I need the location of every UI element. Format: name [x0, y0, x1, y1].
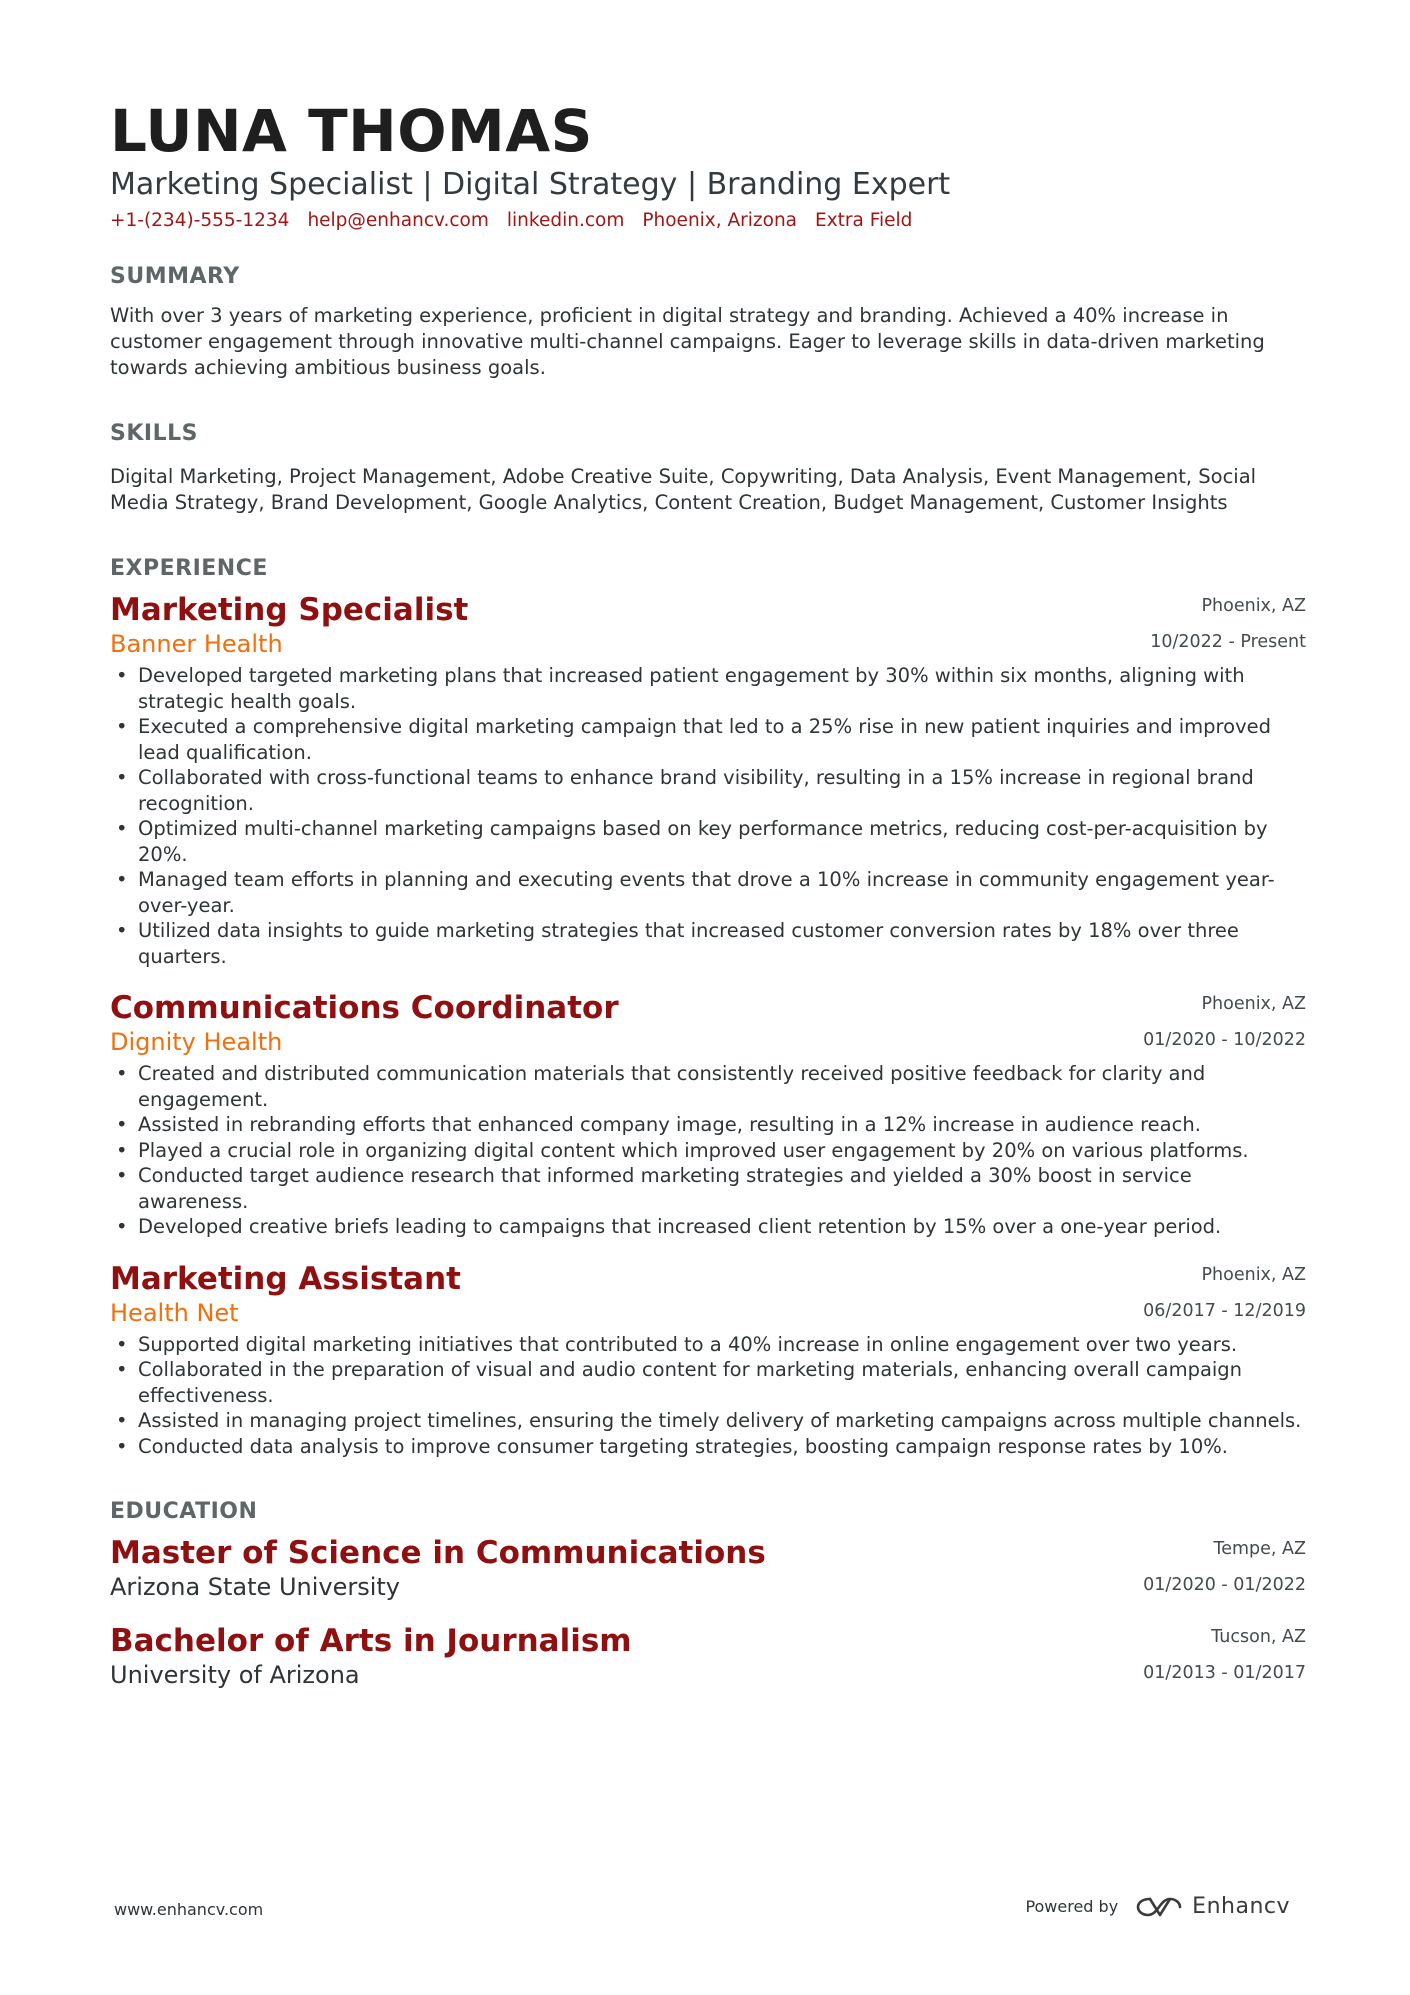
footer-website[interactable]: www.enhancv.com: [114, 1900, 264, 1919]
school-location: Tucson, AZ: [1211, 1627, 1306, 1647]
achievement-list: [110, 1061, 1306, 1240]
degree-title: Bachelor of Arts in Journalism: [110, 1623, 632, 1659]
resume-page: [110, 96, 1306, 1690]
entry-meta: [1143, 1538, 1306, 1596]
job-dates: 10/2022 - Present: [1150, 632, 1306, 652]
enhancv-logo-icon: [1136, 1895, 1182, 1919]
list-item: • Conducted data analysis to improve consumer targeting strategies, boosting campaign response rates by 10%.: [110, 1434, 1306, 1460]
entry-header: [110, 1260, 1306, 1328]
school-name: University of Arizona: [110, 1661, 360, 1689]
entry-header: [110, 1534, 1306, 1602]
entry-heading: [110, 1260, 461, 1328]
achievement-list: [110, 1332, 1306, 1460]
entry-heading: [110, 591, 468, 659]
list-item: • Assisted in rebranding efforts that enhanced company image, resulting in a 12% increase in audience reach.: [110, 1112, 1306, 1138]
brand-name: Enhancv: [1192, 1894, 1290, 1919]
company-name: Health Net: [110, 1298, 239, 1327]
entry-header: [110, 989, 1306, 1057]
school-dates: 01/2013 - 01/2017: [1143, 1663, 1306, 1683]
job-location: Phoenix, AZ: [1201, 994, 1306, 1014]
list-item: • Executed a comprehensive digital marketing campaign that led to a 25% rise in new patient inquiries and improved lead qualification.: [110, 714, 1306, 765]
list-item: • Played a crucial role in organizing digital content which improved user engagement by 20% on various platforms.: [110, 1138, 1306, 1164]
summary-section: [110, 264, 1306, 381]
contact-location: Phoenix, Arizona: [642, 210, 798, 231]
education-entry: [110, 1622, 1306, 1690]
candidate-headline: Marketing Specialist | Digital Strategy | Branding Expert: [110, 167, 951, 202]
entry-meta: [1150, 595, 1306, 653]
list-item: • Managed team efforts in planning and executing events that drove a 10% increase in community engagement year-over-year.: [110, 867, 1306, 918]
list-item: • Collaborated in the preparation of visual and audio content for marketing materials, enhancing overall campaign effectiveness.: [110, 1357, 1306, 1408]
education-entry: [110, 1534, 1306, 1602]
candidate-name: LUNA THOMAS: [110, 97, 593, 165]
list-item: • Conducted target audience research that informed marketing strategies and yielded a 30% boost in service awareness.: [110, 1163, 1306, 1214]
list-item: • Supported digital marketing initiatives that contributed to a 40% increase in online engagement over two years.: [110, 1332, 1306, 1358]
summary-text: With over 3 years of marketing experience, proficient in digital strategy and branding. Achieved a 40% increase in customer engagement through innovative multi-channel campaigns. Eager to leverage skills in data-driven marketing towards achieving ambitious business goals.: [110, 304, 1265, 379]
list-item: • Assisted in managing project timelines, ensuring the timely delivery of marketing campaigns across multiple channels.: [110, 1408, 1306, 1434]
entry-heading: [110, 989, 619, 1057]
page-footer: [0, 1894, 1410, 1924]
powered-by-label: Powered by: [1025, 1897, 1119, 1916]
job-title: Communications Coordinator: [110, 990, 619, 1026]
degree-title: Master of Science in Communications: [110, 1535, 766, 1571]
experience-entry: [110, 591, 1306, 969]
entry-meta: [1143, 1626, 1306, 1684]
list-item: • Developed creative briefs leading to campaigns that increased client retention by 15% over a one-year period.: [110, 1214, 1306, 1240]
job-title: Marketing Assistant: [110, 1260, 461, 1297]
section-title-skills: SKILLS: [110, 421, 198, 446]
entry-meta: [1143, 993, 1306, 1051]
company-name: Dignity Health: [110, 1028, 283, 1056]
school-dates: 01/2020 - 01/2022: [1143, 1575, 1306, 1595]
section-title-summary: SUMMARY: [110, 264, 240, 289]
list-item: • Created and distributed communication materials that consistently received positive feedback for clarity and engagement.: [110, 1061, 1306, 1112]
experience-entry: [110, 989, 1306, 1240]
list-item: • Optimized multi-channel marketing campaigns based on key performance metrics, reducing cost-per-acquisition by 20%.: [110, 816, 1306, 867]
entry-heading: [110, 1534, 766, 1602]
resume-header: [110, 96, 1306, 234]
achievement-list: [110, 663, 1306, 969]
skills-section: [110, 421, 1306, 516]
contact-bar: [110, 208, 1306, 234]
job-location: Phoenix, AZ: [1201, 1264, 1306, 1285]
job-dates: 06/2017 - 12/2019: [1143, 1300, 1306, 1321]
list-item: • Developed targeted marketing plans that increased patient engagement by 30% within six months, aligning with strategic health goals.: [110, 663, 1306, 714]
school-location: Tempe, AZ: [1213, 1539, 1306, 1559]
entry-header: [110, 1622, 1306, 1690]
entry-header: [110, 591, 1306, 659]
skills-text: Digital Marketing, Project Management, Adobe Creative Suite, Copywriting, Data Analysis, Event Management, Social Media Strategy, Brand Development, Google Analytics, Content Creation, Budget Management, Customer Insights: [110, 465, 1257, 514]
section-title-education: EDUCATION: [110, 1499, 258, 1524]
school-name: Arizona State University: [110, 1573, 401, 1601]
company-name: Banner Health: [110, 630, 283, 658]
list-item: • Utilized data insights to guide marketing strategies that increased customer conversion rates by 18% over three quarters.: [110, 918, 1306, 969]
job-dates: 01/2020 - 10/2022: [1143, 1030, 1306, 1050]
experience-entry: [110, 1260, 1306, 1460]
list-item: • Collaborated with cross-functional teams to enhance brand visibility, resulting in a 15% increase in regional brand recognition.: [110, 765, 1306, 816]
experience-section: [110, 556, 1306, 1459]
footer-branding: [1025, 1894, 1290, 1919]
job-title: Marketing Specialist: [110, 592, 469, 628]
section-title-experience: EXPERIENCE: [110, 556, 268, 581]
contact-linkedin[interactable]: linkedin.com: [506, 210, 625, 231]
brand-logo[interactable]: [1136, 1894, 1290, 1919]
contact-email[interactable]: help@enhancv.com: [307, 210, 489, 231]
entry-meta: [1143, 1264, 1306, 1322]
education-section: [110, 1499, 1306, 1690]
job-location: Phoenix, AZ: [1201, 596, 1306, 616]
contact-extra-field: Extra Field: [815, 210, 913, 231]
contact-phone[interactable]: +1-(234)-555-1234: [110, 210, 290, 231]
entry-heading: [110, 1622, 632, 1690]
